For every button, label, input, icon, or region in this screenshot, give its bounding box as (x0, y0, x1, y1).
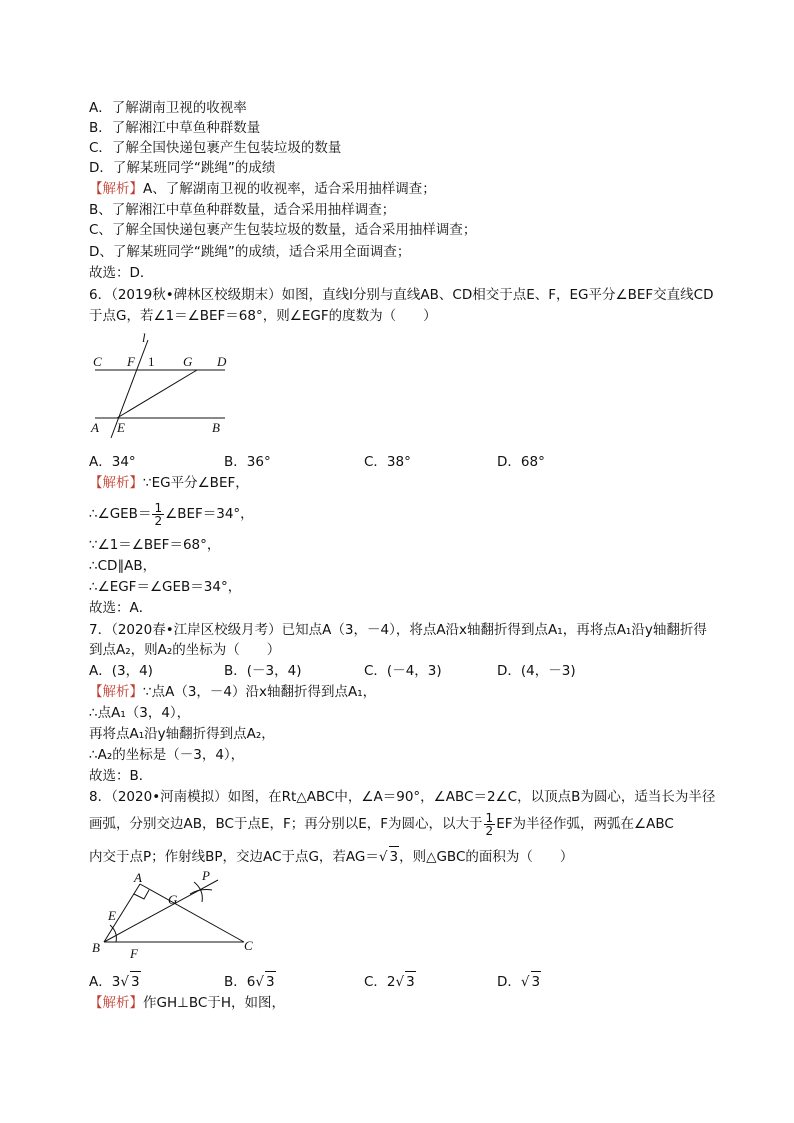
label-b: B (212, 420, 220, 435)
q6-answer: 故选：A． (89, 600, 153, 616)
q8-stem-line-1: 8．（2020•河南模拟）如图，在Rt△ABC中，∠A＝90°，∠ABC＝2∠C，以顶点B为圆心，适当长为半径 (89, 789, 716, 805)
label-c: C (244, 938, 253, 953)
q6-option-b: B．36° (224, 454, 271, 470)
radicand: 3 (389, 846, 400, 867)
ray-bp (104, 880, 218, 942)
q6-solution-line-1: 【解析】∵EG平分∠BEF， (89, 475, 249, 491)
q8-option-c: C．2√ 3 (364, 971, 416, 992)
q5-option-c: C．了解全国快递包裹产生包装垃圾的数量 (89, 140, 342, 156)
q8-solution-line-1: 【解析】作GH⊥BC于H，如图， (89, 995, 285, 1011)
fraction-one-half: $\frac{1}{2}$ (154, 500, 163, 528)
label-b: B (92, 940, 100, 955)
q7-option-d: D．(4，－3) (497, 663, 576, 679)
q8-option-d: D．√ 3 (497, 971, 541, 992)
segment-eg (117, 370, 197, 418)
q5-solution-line-3: C、了解全国快递包裹产生包装垃圾的数量，适合采用抽样调查； (89, 222, 477, 238)
label-f: F (127, 354, 135, 369)
q8-stem-line-2: 画弧，分别交边AB，BC于点E，F；再分别以E，F为圆心，以大于 $\frac{1}{2}$ EF为半径作弧，两弧在∠ABC (89, 810, 674, 838)
analysis-tag: 【解析】 (89, 995, 143, 1011)
q6-solution-line-2: ∴∠GEB＝ $\frac{1}{2}$ ∠BEF＝34°， (89, 500, 254, 528)
q6-option-c: C．38° (364, 454, 411, 470)
q5-answer: 故选：D． (89, 265, 154, 281)
q7-solution-line-3: 再将点A₁沿y轴翻折得到点A₂， (89, 726, 275, 742)
label-d: D (217, 354, 227, 369)
q5-option-a: A．了解湖南卫视的收视率 (89, 100, 247, 116)
q7-stem-line-1: 7．（2020春•江岸区校级月考）已知点A（3，－4），将点A沿x轴翻折得到点A₁，再将点A₁沿y轴翻折得 (89, 622, 707, 638)
label-g: G (183, 354, 193, 369)
q7-stem-line-2: 到点A₂，则A₂的坐标为（ ） (89, 642, 281, 658)
label-g: G (168, 892, 178, 907)
label-a: A (91, 420, 99, 435)
q5-option-d: D．了解某班同学“跳绳”的成绩 (89, 160, 276, 176)
q5-solution-line-1: 【解析】A、了解湖南卫视的收视率，适合采用抽样调查； (89, 181, 436, 197)
q6-stem-line-2: 于点G，若∠1＝∠BEF＝68°，则∠EGF的度数为（ ） (89, 308, 437, 324)
fraction-one-half: $\frac{1}{2}$ (485, 810, 494, 838)
label-c: C (93, 354, 102, 369)
q7-solution-line-4: ∴A₂的坐标是（－3，4）， (89, 747, 245, 763)
q6-solution-line-4: ∴CD∥AB， (89, 558, 157, 574)
q7-option-b: B．(－3，4) (224, 663, 302, 679)
label-e: E (117, 420, 125, 435)
q6-figure (85, 330, 235, 440)
q6-solution-line-3: ∵∠1＝∠BEF＝68°， (89, 537, 221, 553)
q8-option-b: B．6√ 3 (224, 971, 276, 992)
q7-option-c: C．(－4，3) (364, 663, 442, 679)
right-angle-mark (134, 890, 149, 899)
label-1: 1 (148, 354, 155, 369)
q6-solution-line-5: ∴∠EGF＝∠GEB＝34°， (89, 579, 242, 595)
label-e: E (108, 908, 116, 923)
label-a: A (134, 870, 142, 885)
q7-answer: 故选：B． (89, 768, 153, 784)
q6-option-d: D．68° (497, 454, 545, 470)
q8-option-a: A．3√ 3 (89, 971, 141, 992)
q5-option-b: B．了解湘江中草鱼种群数量 (89, 120, 261, 136)
label-p: P (202, 870, 210, 883)
q7-option-a: A．(3，4) (89, 663, 153, 679)
label-l: l (142, 330, 146, 345)
label-f: F (130, 946, 138, 961)
q8-figure (88, 870, 268, 964)
analysis-tag: 【解析】 (89, 684, 143, 700)
analysis-tag: 【解析】 (89, 475, 143, 491)
q5-solution-line-4: D、了解某班同学“跳绳”的成绩，适合采用全面调查； (89, 244, 411, 260)
q5-solution-line-2: B、了解湘江中草鱼种群数量，适合采用抽样调查； (89, 202, 396, 218)
q7-solution-line-1: 【解析】∵点A（3，－4）沿x轴翻折得到点A₁， (89, 684, 377, 700)
q8-stem-line-3: 内交于点P；作射线BP，交边AC于点G，若AG＝√ 3，则△GBC的面积为（ ） (89, 846, 573, 867)
q7-solution-line-2: ∴点A₁（3，4）， (89, 705, 191, 721)
q6-stem-line-1: 6．（2019秋•碑林区校级期末）如图，直线l分别与直线AB、CD相交于点E、F，EG平分∠BEF交直线CD (89, 287, 714, 303)
analysis-tag: 【解析】 (89, 181, 143, 197)
q6-option-a: A．34° (89, 454, 136, 470)
